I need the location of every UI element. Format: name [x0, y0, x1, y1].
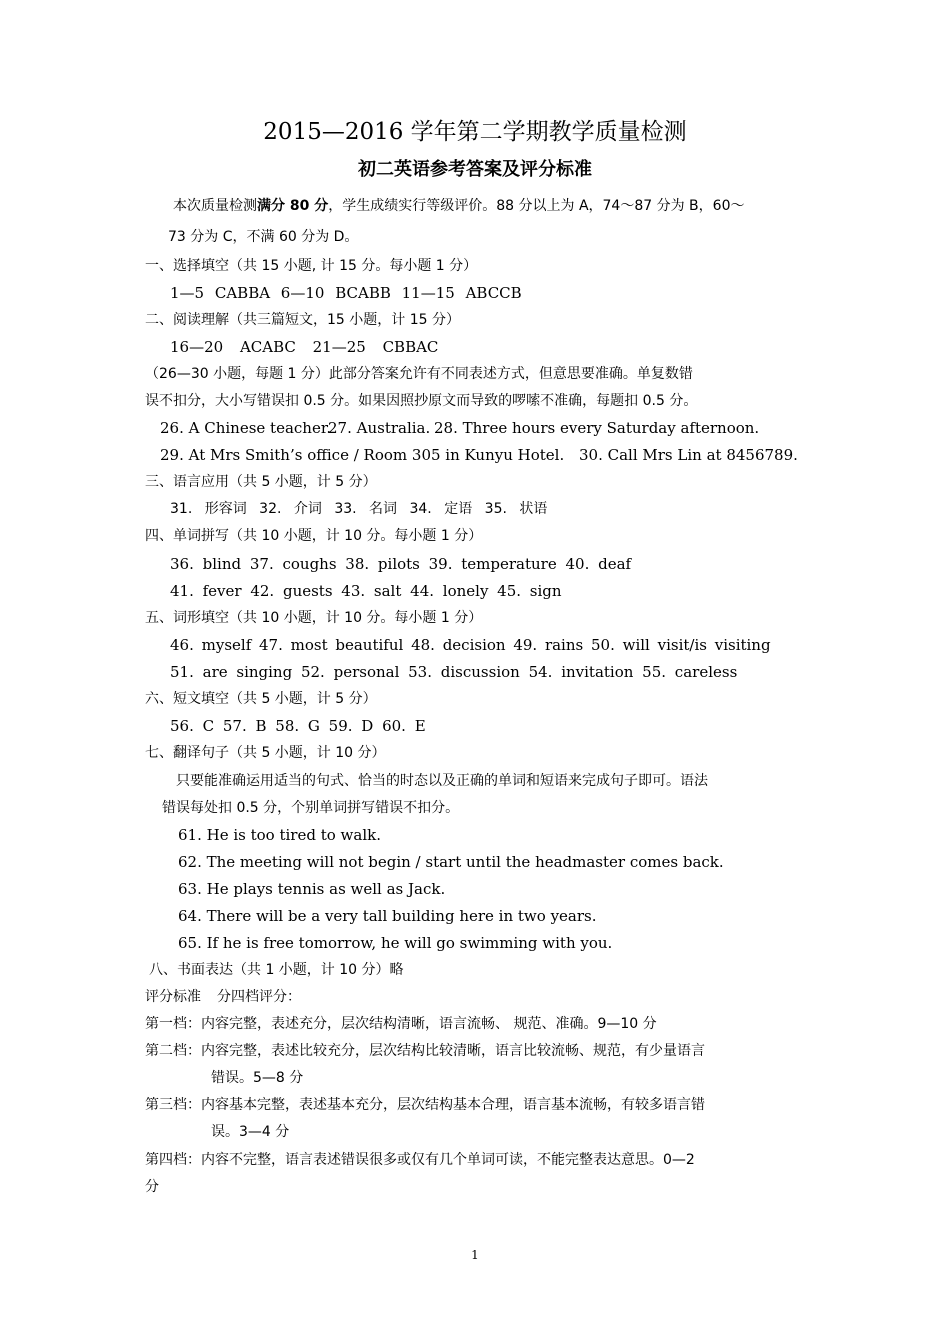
scoring-standard-text: 分四档评分： [217, 989, 301, 1005]
section-4-row-1: 36. blind 37. coughs 38. pilots 39. temperature 40. deaf [170, 555, 632, 573]
intro-line-2: 73 分为 C，不满 60 分为 D。 [168, 229, 359, 245]
section-8-title: 八、书面表达（共 1 小题，计 10 分）略 [149, 962, 404, 978]
grade-3-line-1: 第三档：内容基本完整，表述基本充分，层次结构基本合理，语言基本流畅，有较多语言错 [145, 1097, 705, 1113]
intro-text-c: ，学生成绩实行等级评价。88 分以上为 A，74～87 分为 B，60～ [328, 198, 745, 214]
intro-line-1 [173, 195, 744, 216]
grade-3-line-2: 误。3—4 分 [211, 1124, 290, 1140]
section-7-note-1: 只要能准确运用适当的句式、恰当的时态以及正确的单词和短语来完成句子即可。语法 [176, 773, 708, 789]
answer-29: 29. At Mrs Smith’s office / Room 305 in Kunyu Hotel. [160, 446, 565, 464]
section-5-title: 五、词形填空（共 10 小题，计 10 分。每小题 1 分） [145, 610, 483, 626]
grade-1: 第一档：内容完整，表述充分，层次结构清晰，语言流畅、 规范、准确。9—10 分 [145, 1016, 657, 1032]
section-5-row-1: 46. myself 47. most beautiful 48. decision 49. rains 50. will visit/is visiting [170, 636, 771, 654]
answer-30: 30. Call Mrs Lin at 8456789. [579, 446, 798, 464]
grade-4-line-2: 分 [145, 1179, 159, 1195]
answer-27: 27. Australia. [328, 419, 431, 437]
section-2-note-1: （26—30 小题，每题 1 分）此部分答案允许有不同表述方式，但意思要准确。单复数错 [145, 366, 693, 382]
section-3-title: 三、语言应用（共 5 小题，计 5 分） [145, 474, 377, 490]
page-number: 1 [471, 1248, 479, 1262]
grade-2-line-1: 第二档：内容完整，表述比较充分，层次结构比较清晰，语言比较流畅、规范，有少量语言 [145, 1043, 705, 1059]
section-1-title: 一、选择填空（共 15 小题, 计 15 分。每小题 1 分） [145, 258, 478, 274]
section-2-answers: 16—20 ACABC 21—25 CBBAC [170, 338, 439, 356]
section-2-note-2: 误不扣分，大小写错误扣 0.5 分。如果因照抄原文而导致的啰嗦不准确，每题扣 0.5 分。 [145, 393, 698, 409]
grade-2-line-2: 错误。5—8 分 [211, 1070, 304, 1086]
section-5-row-2: 51. are singing 52. personal 53. discussion 54. invitation 55. careless [170, 663, 738, 681]
section-2-title: 二、阅读理解（共三篇短文，15 小题，计 15 分） [145, 312, 460, 328]
page-title: 2015—2016 学年第二学期教学质量检测 [263, 119, 687, 145]
section-4-row-2: 41. fever 42. guests 43. salt 44. lonely 45. sign [170, 582, 562, 600]
answer-62: 62. The meeting will not begin / start until the headmaster comes back. [178, 853, 724, 871]
answer-63: 63. He plays tennis as well as Jack. [178, 880, 446, 898]
scoring-standard [145, 987, 301, 1007]
page-subtitle: 初二英语参考答案及评分标准 [358, 159, 592, 180]
grade-4-line-1: 第四档：内容不完整，语言表述错误很多或仅有几个单词可读，不能完整表达意思。0—2 [145, 1152, 695, 1168]
section-1-answers: 1—5 CABBA 6—10 BCABB 11—15 ABCCB [170, 284, 522, 302]
section-6-answers: 56. C 57. B 58. G 59. D 60. E [170, 717, 426, 735]
answer-28: 28. Three hours every Saturday afternoon. [434, 419, 760, 437]
section-4-title: 四、单词拼写（共 10 小题，计 10 分。每小题 1 分） [145, 528, 483, 544]
section-6-title: 六、短文填空（共 5 小题，计 5 分） [145, 691, 377, 707]
section-3-answers: 31. 形容词 32. 介词 33. 名词 34. 定语 35. 状语 [170, 501, 548, 517]
intro-text-a: 本次质量检测 [173, 198, 257, 214]
answer-61: 61. He is too tired to walk. [178, 826, 381, 844]
answer-26: 26. A Chinese teacher. [160, 419, 332, 437]
scoring-standard-label: 评分标准 [145, 989, 201, 1005]
section-7-note-2: 错误每处扣 0.5 分，个别单词拼写错误不扣分。 [162, 800, 460, 816]
section-7-title: 七、翻译句子（共 5 小题，计 10 分） [145, 745, 386, 761]
answer-64: 64. There will be a very tall building here in two years. [178, 907, 597, 925]
intro-text-bold: 满分 80 分 [257, 198, 329, 214]
answer-65: 65. If he is free tomorrow, he will go swimming with you. [178, 934, 613, 952]
